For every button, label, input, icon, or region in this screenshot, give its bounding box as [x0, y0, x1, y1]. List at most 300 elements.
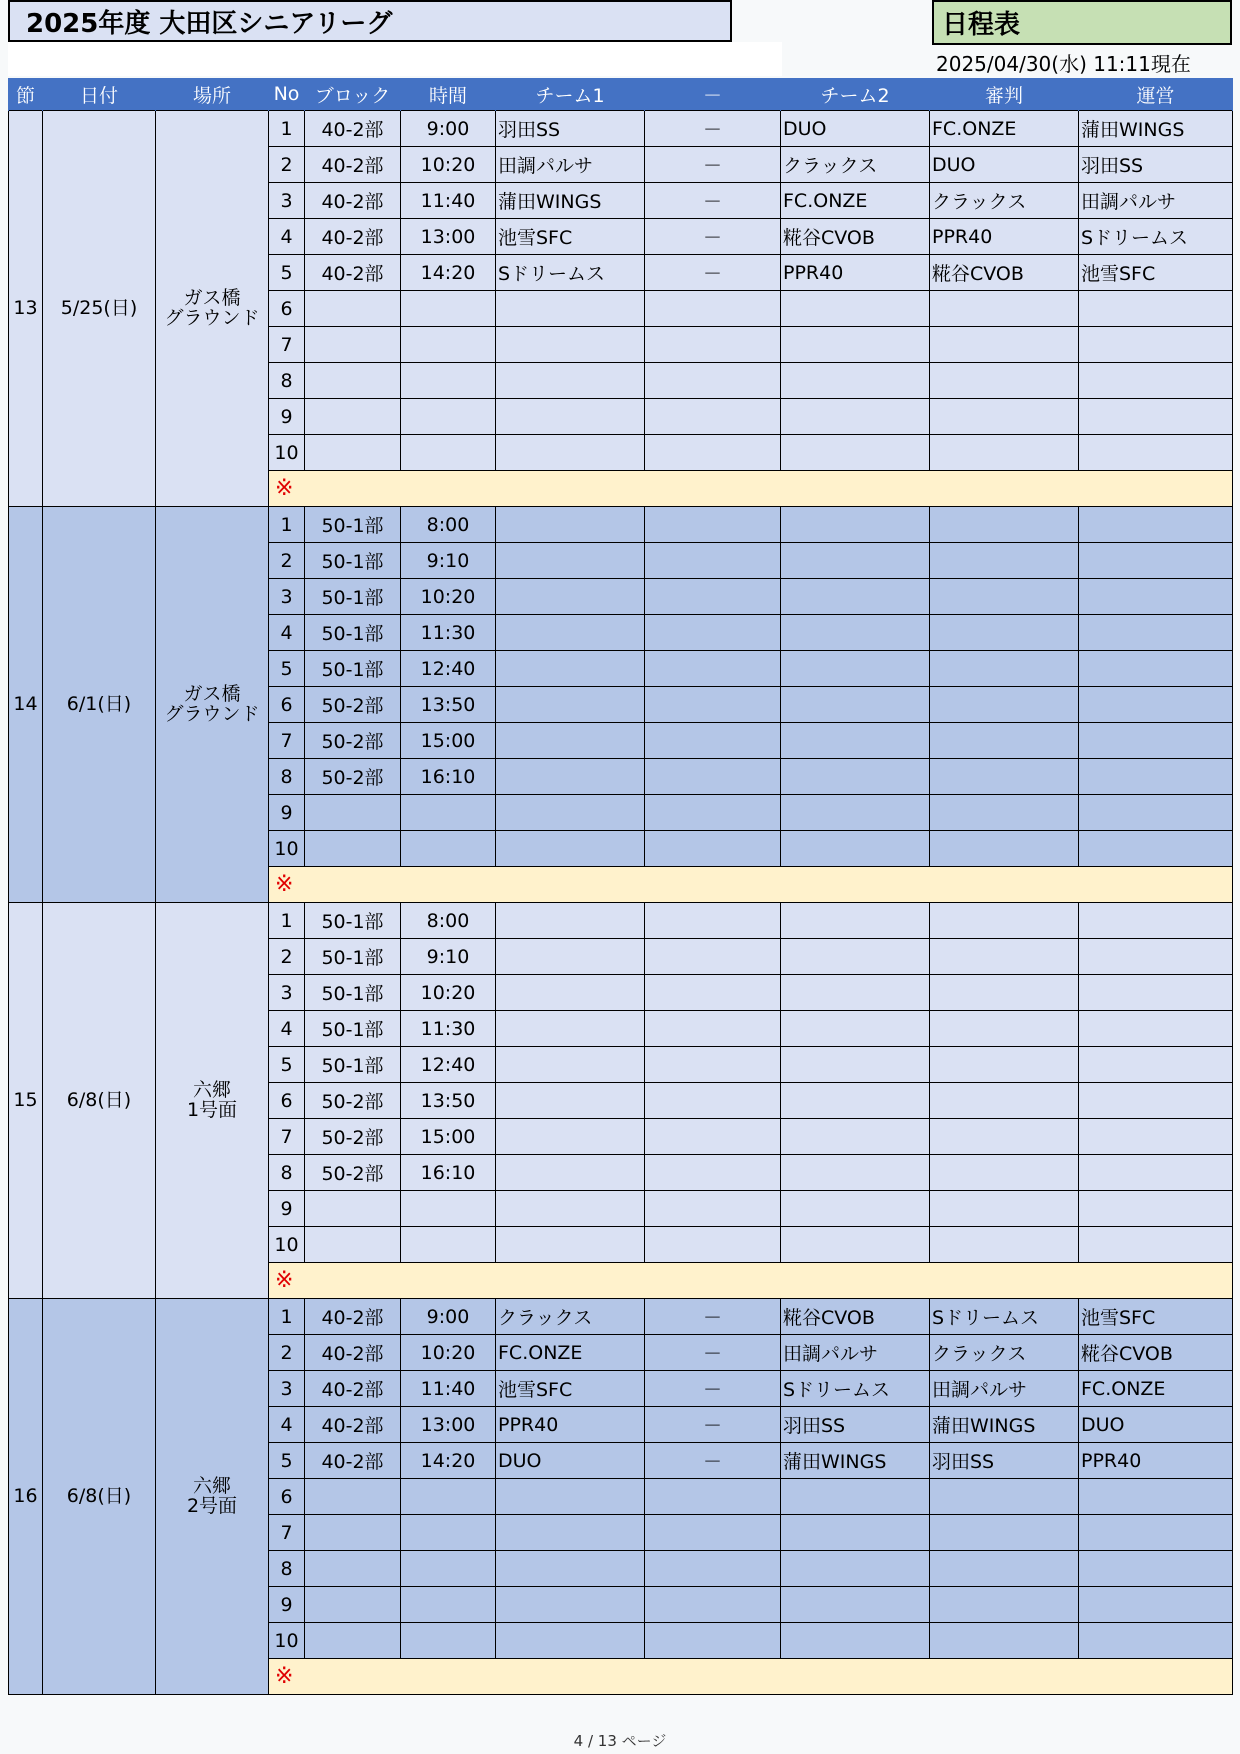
dash-cell: [645, 435, 781, 471]
block-cell: [305, 1587, 401, 1623]
staff-cell: Sドリームス: [1079, 219, 1233, 255]
team2-cell: [781, 795, 930, 831]
team1-cell: Sドリームス: [496, 255, 645, 291]
updated-timestamp: 2025/04/30(水) 11:11現在: [936, 52, 1191, 76]
staff-cell: [1079, 1623, 1233, 1659]
date-cell: 5/25(日): [43, 111, 156, 507]
block-cell: 50-1部: [305, 939, 401, 975]
match-row: [9, 111, 1233, 147]
referee-cell: [930, 1515, 1079, 1551]
match-no-cell: 7: [269, 1515, 305, 1551]
dash-cell: [645, 1119, 781, 1155]
dash-cell: [645, 615, 781, 651]
match-no-cell: 5: [269, 1047, 305, 1083]
referee-cell: DUO: [930, 147, 1079, 183]
time-cell: 11:40: [401, 1371, 496, 1407]
team1-cell: [496, 1047, 645, 1083]
staff-cell: [1079, 651, 1233, 687]
block-cell: 40-2部: [305, 1299, 401, 1335]
time-cell: [401, 1623, 496, 1659]
time-cell: 12:40: [401, 651, 496, 687]
dash-cell: [645, 1047, 781, 1083]
team2-cell: [781, 1047, 930, 1083]
time-cell: 11:30: [401, 1011, 496, 1047]
team2-cell: [781, 1191, 930, 1227]
referee-cell: [930, 1551, 1079, 1587]
staff-cell: 池雪SFC: [1079, 1299, 1233, 1335]
match-no-cell: 7: [269, 1119, 305, 1155]
team2-cell: [781, 1587, 930, 1623]
team2-cell: 糀谷CVOB: [781, 219, 930, 255]
time-cell: [401, 1515, 496, 1551]
match-no-cell: 6: [269, 1083, 305, 1119]
referee-cell: [930, 1047, 1079, 1083]
staff-cell: 田調パルサ: [1079, 183, 1233, 219]
time-cell: 14:20: [401, 1443, 496, 1479]
block-cell: [305, 1515, 401, 1551]
team2-cell: [781, 435, 930, 471]
match-no-cell: 5: [269, 1443, 305, 1479]
match-no-cell: 1: [269, 507, 305, 543]
venue-line: ガス橋: [183, 682, 241, 705]
block-cell: [305, 1191, 401, 1227]
block-cell: 50-1部: [305, 507, 401, 543]
note-mark: ※: [269, 1263, 1233, 1299]
staff-cell: [1079, 543, 1233, 579]
team2-cell: [781, 651, 930, 687]
staff-cell: [1079, 363, 1233, 399]
dash-cell: [645, 1551, 781, 1587]
block-cell: 40-2部: [305, 183, 401, 219]
block-cell: [305, 1623, 401, 1659]
team1-cell: [496, 1191, 645, 1227]
dash-cell: [645, 831, 781, 867]
team2-cell: [781, 687, 930, 723]
time-cell: 13:00: [401, 219, 496, 255]
match-no-cell: 3: [269, 975, 305, 1011]
match-no-cell: 1: [269, 1299, 305, 1335]
schedule-table: [8, 78, 1233, 1695]
match-no-cell: 9: [269, 1587, 305, 1623]
match-no-cell: 4: [269, 1011, 305, 1047]
match-no-cell: 1: [269, 903, 305, 939]
referee-cell: [930, 507, 1079, 543]
time-cell: 10:20: [401, 147, 496, 183]
block-cell: 40-2部: [305, 147, 401, 183]
referee-cell: 蒲田WINGS: [930, 1407, 1079, 1443]
time-cell: 10:20: [401, 975, 496, 1011]
staff-cell: [1079, 399, 1233, 435]
time-cell: 11:30: [401, 615, 496, 651]
round-section: [9, 507, 1233, 903]
match-no-cell: 4: [269, 219, 305, 255]
team2-cell: [781, 507, 930, 543]
referee-cell: 羽田SS: [930, 1443, 1079, 1479]
col-header-team1: チーム1: [496, 78, 645, 111]
team1-cell: [496, 687, 645, 723]
referee-cell: PPR40: [930, 219, 1079, 255]
time-cell: 13:50: [401, 687, 496, 723]
time-cell: 10:20: [401, 1335, 496, 1371]
referee-cell: [930, 327, 1079, 363]
team1-cell: 池雪SFC: [496, 1371, 645, 1407]
time-cell: [401, 1227, 496, 1263]
match-no-cell: 1: [269, 111, 305, 147]
team1-cell: [496, 399, 645, 435]
time-cell: [401, 291, 496, 327]
team1-cell: [496, 1227, 645, 1263]
match-no-cell: 8: [269, 759, 305, 795]
team2-cell: [781, 291, 930, 327]
time-cell: [401, 435, 496, 471]
league-title: 2025年度 大田区シニアリーグ: [8, 0, 732, 42]
referee-cell: [930, 903, 1079, 939]
venue-line: グラウンド: [164, 306, 260, 329]
team1-cell: [496, 1155, 645, 1191]
match-no-cell: 5: [269, 651, 305, 687]
team1-cell: [496, 1551, 645, 1587]
referee-cell: [930, 615, 1079, 651]
team1-cell: [496, 795, 645, 831]
dash-cell: [645, 327, 781, 363]
dash-cell: [645, 1587, 781, 1623]
table-header-row: [9, 78, 1233, 111]
referee-cell: [930, 579, 1079, 615]
staff-cell: [1079, 723, 1233, 759]
team1-cell: [496, 903, 645, 939]
dash-cell: －: [645, 255, 781, 291]
match-no-cell: 10: [269, 1227, 305, 1263]
dash-cell: [645, 1479, 781, 1515]
staff-cell: [1079, 291, 1233, 327]
time-cell: [401, 399, 496, 435]
dash-cell: [645, 1155, 781, 1191]
team1-cell: [496, 1479, 645, 1515]
block-cell: [305, 1479, 401, 1515]
note-mark: ※: [269, 1659, 1233, 1695]
referee-cell: [930, 1119, 1079, 1155]
time-cell: 15:00: [401, 723, 496, 759]
team1-cell: [496, 507, 645, 543]
team2-cell: [781, 723, 930, 759]
staff-cell: [1079, 327, 1233, 363]
match-no-cell: 2: [269, 147, 305, 183]
block-cell: 50-2部: [305, 1083, 401, 1119]
team1-cell: [496, 1083, 645, 1119]
dash-cell: [645, 975, 781, 1011]
match-no-cell: 8: [269, 1155, 305, 1191]
team2-cell: [781, 1551, 930, 1587]
referee-cell: [930, 687, 1079, 723]
referee-cell: [930, 1083, 1079, 1119]
team1-cell: [496, 1119, 645, 1155]
staff-cell: [1079, 1515, 1233, 1551]
block-cell: 50-1部: [305, 975, 401, 1011]
team2-cell: 羽田SS: [781, 1407, 930, 1443]
match-no-cell: 2: [269, 1335, 305, 1371]
team1-cell: [496, 975, 645, 1011]
col-header-no: No: [269, 78, 305, 111]
time-cell: 13:50: [401, 1083, 496, 1119]
time-cell: 8:00: [401, 507, 496, 543]
referee-cell: クラックス: [930, 1335, 1079, 1371]
match-no-cell: 6: [269, 1479, 305, 1515]
dash-cell: －: [645, 219, 781, 255]
team1-cell: クラックス: [496, 1299, 645, 1335]
note-mark: ※: [269, 867, 1233, 903]
referee-cell: [930, 651, 1079, 687]
block-cell: 50-2部: [305, 1119, 401, 1155]
team1-cell: [496, 615, 645, 651]
date-cell: 6/8(日): [43, 1299, 156, 1695]
staff-cell: [1079, 1119, 1233, 1155]
referee-cell: [930, 1191, 1079, 1227]
team2-cell: [781, 363, 930, 399]
referee-cell: [930, 831, 1079, 867]
round-section: [9, 1299, 1233, 1695]
dash-cell: [645, 543, 781, 579]
staff-cell: [1079, 939, 1233, 975]
dash-cell: －: [645, 1371, 781, 1407]
dash-cell: [645, 759, 781, 795]
team1-cell: 田調パルサ: [496, 147, 645, 183]
time-cell: [401, 831, 496, 867]
staff-cell: [1079, 1191, 1233, 1227]
block-cell: 50-2部: [305, 759, 401, 795]
round-number-cell: 13: [9, 111, 43, 507]
match-no-cell: 6: [269, 687, 305, 723]
team2-cell: [781, 1155, 930, 1191]
venue-line: 六郷: [192, 1474, 231, 1497]
match-no-cell: 9: [269, 795, 305, 831]
referee-cell: [930, 939, 1079, 975]
match-no-cell: 6: [269, 291, 305, 327]
date-cell: 6/1(日): [43, 507, 156, 903]
team2-cell: [781, 1479, 930, 1515]
block-cell: [305, 291, 401, 327]
dash-cell: [645, 399, 781, 435]
dash-cell: [645, 363, 781, 399]
dash-cell: [645, 291, 781, 327]
dash-cell: [645, 579, 781, 615]
match-row: [9, 507, 1233, 543]
block-cell: 50-1部: [305, 579, 401, 615]
dash-cell: [645, 723, 781, 759]
block-cell: [305, 363, 401, 399]
time-cell: 8:00: [401, 903, 496, 939]
dash-cell: －: [645, 183, 781, 219]
venue-line: 2号面: [186, 1494, 238, 1517]
round-section: [9, 903, 1233, 1299]
block-cell: 40-2部: [305, 111, 401, 147]
match-no-cell: 10: [269, 1623, 305, 1659]
time-cell: 12:40: [401, 1047, 496, 1083]
block-cell: 50-2部: [305, 723, 401, 759]
team2-cell: DUO: [781, 111, 930, 147]
block-cell: [305, 1227, 401, 1263]
team2-cell: [781, 759, 930, 795]
team1-cell: [496, 1515, 645, 1551]
dash-cell: －: [645, 1335, 781, 1371]
time-cell: 9:10: [401, 543, 496, 579]
team1-cell: [496, 327, 645, 363]
block-cell: 50-1部: [305, 651, 401, 687]
dash-cell: [645, 1227, 781, 1263]
block-cell: 50-2部: [305, 687, 401, 723]
team1-cell: [496, 291, 645, 327]
time-cell: 9:00: [401, 111, 496, 147]
col-header-staff: 運営: [1079, 78, 1233, 111]
dash-cell: [645, 1623, 781, 1659]
team2-cell: [781, 1083, 930, 1119]
staff-cell: [1079, 1083, 1233, 1119]
referee-cell: [930, 435, 1079, 471]
staff-cell: [1079, 1587, 1233, 1623]
round-number-cell: 14: [9, 507, 43, 903]
team1-cell: [496, 1623, 645, 1659]
block-cell: [305, 795, 401, 831]
time-cell: 9:00: [401, 1299, 496, 1335]
referee-cell: [930, 723, 1079, 759]
dash-cell: [645, 795, 781, 831]
block-cell: [305, 399, 401, 435]
round-section: [9, 111, 1233, 507]
team1-cell: [496, 1587, 645, 1623]
block-cell: [305, 435, 401, 471]
match-no-cell: 9: [269, 399, 305, 435]
time-cell: [401, 1479, 496, 1515]
staff-cell: 糀谷CVOB: [1079, 1335, 1233, 1371]
dash-cell: －: [645, 1299, 781, 1335]
note-mark: ※: [269, 471, 1233, 507]
referee-cell: [930, 1479, 1079, 1515]
staff-cell: [1079, 1047, 1233, 1083]
referee-cell: [930, 543, 1079, 579]
staff-cell: PPR40: [1079, 1443, 1233, 1479]
dash-cell: [645, 903, 781, 939]
team2-cell: 蒲田WINGS: [781, 1443, 930, 1479]
time-cell: 16:10: [401, 1155, 496, 1191]
match-row: [9, 1299, 1233, 1335]
staff-cell: [1079, 507, 1233, 543]
referee-cell: [930, 399, 1079, 435]
block-cell: [305, 327, 401, 363]
match-no-cell: 9: [269, 1191, 305, 1227]
referee-cell: [930, 1011, 1079, 1047]
block-cell: 50-1部: [305, 1011, 401, 1047]
time-cell: 14:20: [401, 255, 496, 291]
team2-cell: [781, 327, 930, 363]
time-cell: [401, 1551, 496, 1587]
match-no-cell: 7: [269, 723, 305, 759]
col-header-referee: 審判: [930, 78, 1079, 111]
staff-cell: [1079, 1551, 1233, 1587]
referee-cell: [930, 291, 1079, 327]
team2-cell: [781, 543, 930, 579]
staff-cell: 羽田SS: [1079, 147, 1233, 183]
block-cell: 50-1部: [305, 543, 401, 579]
team1-cell: [496, 939, 645, 975]
referee-cell: [930, 759, 1079, 795]
block-cell: 40-2部: [305, 255, 401, 291]
date-cell: 6/8(日): [43, 903, 156, 1299]
dash-cell: [645, 1011, 781, 1047]
match-no-cell: 10: [269, 435, 305, 471]
time-cell: [401, 1587, 496, 1623]
dash-cell: －: [645, 147, 781, 183]
col-header-round: 節: [9, 78, 43, 111]
match-no-cell: 7: [269, 327, 305, 363]
staff-cell: [1079, 435, 1233, 471]
time-cell: 16:10: [401, 759, 496, 795]
team2-cell: [781, 615, 930, 651]
team2-cell: [781, 1515, 930, 1551]
match-no-cell: 4: [269, 615, 305, 651]
referee-cell: [930, 363, 1079, 399]
match-no-cell: 3: [269, 579, 305, 615]
staff-cell: [1079, 579, 1233, 615]
venue-line: 六郷: [192, 1078, 231, 1101]
time-cell: [401, 1191, 496, 1227]
block-cell: 50-1部: [305, 903, 401, 939]
staff-cell: [1079, 1011, 1233, 1047]
team2-cell: クラックス: [781, 147, 930, 183]
team1-cell: [496, 723, 645, 759]
team1-cell: DUO: [496, 1443, 645, 1479]
team2-cell: [781, 1623, 930, 1659]
block-cell: 40-2部: [305, 219, 401, 255]
match-no-cell: 3: [269, 1371, 305, 1407]
team1-cell: [496, 435, 645, 471]
venue-cell: [156, 507, 269, 903]
team2-cell: [781, 579, 930, 615]
block-cell: 40-2部: [305, 1407, 401, 1443]
title-underlay: [8, 42, 782, 76]
time-cell: [401, 327, 496, 363]
staff-cell: 池雪SFC: [1079, 255, 1233, 291]
time-cell: [401, 795, 496, 831]
team1-cell: [496, 651, 645, 687]
team1-cell: [496, 363, 645, 399]
dash-cell: －: [645, 1407, 781, 1443]
schedule-label: 日程表: [932, 0, 1232, 45]
team1-cell: [496, 543, 645, 579]
referee-cell: Sドリームス: [930, 1299, 1079, 1335]
match-no-cell: 2: [269, 543, 305, 579]
team2-cell: [781, 1227, 930, 1263]
team2-cell: [781, 1011, 930, 1047]
round-number-cell: 15: [9, 903, 43, 1299]
block-cell: 40-2部: [305, 1443, 401, 1479]
col-header-team2: チーム2: [781, 78, 930, 111]
block-cell: 50-2部: [305, 1155, 401, 1191]
referee-cell: [930, 1227, 1079, 1263]
team1-cell: 池雪SFC: [496, 219, 645, 255]
staff-cell: [1079, 759, 1233, 795]
match-row: [9, 903, 1233, 939]
team1-cell: 羽田SS: [496, 111, 645, 147]
staff-cell: [1079, 687, 1233, 723]
block-cell: 40-2部: [305, 1371, 401, 1407]
staff-cell: FC.ONZE: [1079, 1371, 1233, 1407]
col-header-time: 時間: [401, 78, 496, 111]
team2-cell: [781, 1119, 930, 1155]
referee-cell: FC.ONZE: [930, 111, 1079, 147]
block-cell: 40-2部: [305, 1335, 401, 1371]
col-header-dash: －: [645, 78, 781, 111]
col-header-date: 日付: [43, 78, 156, 111]
referee-cell: [930, 1155, 1079, 1191]
